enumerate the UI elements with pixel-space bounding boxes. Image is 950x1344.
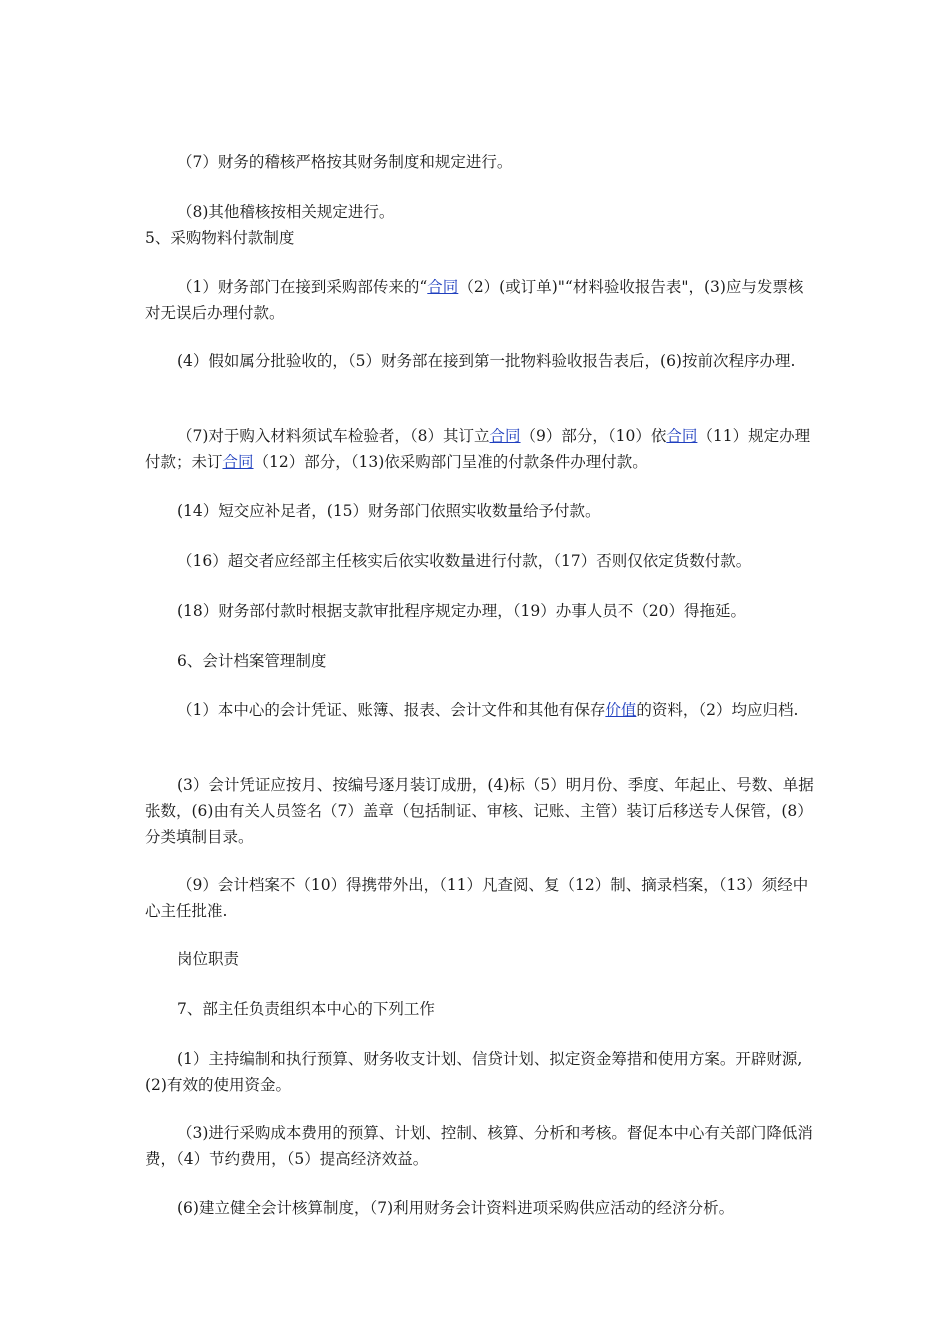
paragraph-payment-18: (18）财务部付款时根据支款审批程序规定办理，（19）办事人员不（20）得拖延。 bbox=[177, 602, 746, 620]
text-segment: （1）本中心的会计凭证、账簿、报表、会计文件和其他有保存 bbox=[177, 701, 606, 719]
contract-link[interactable]: 合同 bbox=[427, 278, 459, 296]
paragraph-payment-14: (14）短交应补足者，(15）财务部门依照实收数量给予付款。 bbox=[177, 502, 601, 520]
paragraph-duty-3: （3)进行采购成本费用的预算、计划、控制、核算、分析和考核。督促本中心有关部门降低消费，（4）节约费用，（5）提高经济效益。 bbox=[145, 1124, 813, 1168]
contract-link[interactable]: 合同 bbox=[666, 427, 698, 445]
heading-section-6: 6、会计档案管理制度 bbox=[177, 652, 327, 670]
contract-link[interactable]: 合同 bbox=[489, 427, 521, 445]
paragraph-duty-1: (1）主持编制和执行预算、财务收支计划、信贷计划、拟定资金筹措和使用方案。开辟财源,(2)有效的使用资金。 bbox=[145, 1050, 803, 1094]
text-segment: （1）财务部门在接到采购部传来的“ bbox=[177, 278, 428, 296]
paragraph-payment-4: (4）假如属分批验收的，（5）财务部在接到第一批物料验收报告表后，(6)按前次程序办理. bbox=[177, 352, 796, 370]
paragraph-archive-3: (3）会计凭证应按月、按编号逐月装订成册，(4)标（5）明月份、季度、年起止、号数、单据张数，(6)由有关人员签名（7）盖章（包括制证、审核、记账、主管）装订后移送专人保管，(8）分类填制目录。 bbox=[145, 776, 814, 846]
paragraph-audit-8: （8)其他稽核按相关规定进行。 bbox=[177, 203, 395, 221]
heading-job-duties: 岗位职责 bbox=[177, 950, 240, 968]
paragraph-payment-7 bbox=[145, 423, 815, 475]
paragraph-archive-9: （9）会计档案不（10）得携带外出，（11）凡查阅、复（12）制、摘录档案，（13）须经中心主任批准. bbox=[145, 876, 809, 920]
text-segment: （2）(或订单)"“材料验收报告表"，(3)应与发票核对无误后办理付款。 bbox=[145, 278, 804, 322]
paragraph-archive-1 bbox=[145, 697, 815, 723]
paragraph-duty-6: (6)建立健全会计核算制度，（7)利用财务会计资料进项采购供应活动的经济分析。 bbox=[177, 1199, 735, 1217]
contract-link[interactable]: 合同 bbox=[222, 453, 254, 471]
paragraph-payment-1 bbox=[145, 274, 815, 326]
heading-section-7: 7、部主任负责组织本中心的下列工作 bbox=[177, 1000, 435, 1018]
text-segment: （9）部分，（10）依 bbox=[520, 427, 667, 445]
value-link[interactable]: 价值 bbox=[605, 701, 637, 719]
text-segment: （12）部分，（13)依采购部门呈准的付款条件办理付款。 bbox=[253, 453, 648, 471]
text-segment: （7)对于购入材料须试车检验者，（8）其订立 bbox=[177, 427, 490, 445]
heading-section-5: 5、采购物料付款制度 bbox=[145, 229, 295, 247]
paragraph-audit-7: （7）财务的稽核严格按其财务制度和规定进行。 bbox=[177, 153, 513, 171]
paragraph-payment-16: （16）超交者应经部主任核实后依实收数量进行付款，（17）否则仅依定货数付款。 bbox=[177, 552, 752, 570]
text-segment: （11）规定办理付款；未订 bbox=[145, 427, 811, 471]
text-segment: 的资料，（2）均应归档. bbox=[636, 701, 799, 719]
